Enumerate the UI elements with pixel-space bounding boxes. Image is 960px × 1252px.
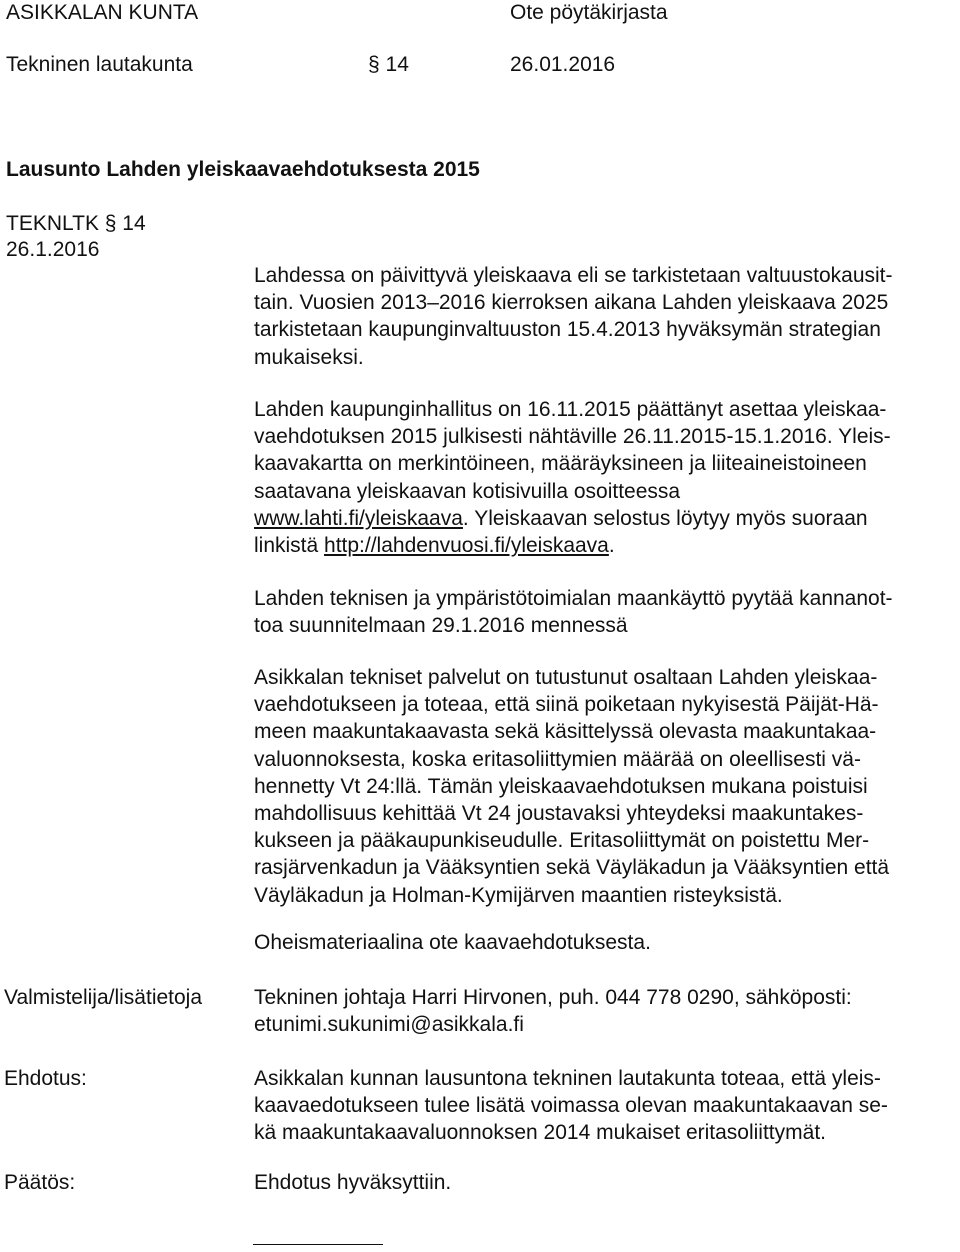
paragraph-request: Lahden teknisen ja ympäristötoimialan maankäyttö pyytää kannanot- toa suunnitelmaan 29.1.2016 mennessä (254, 587, 893, 638)
paragraph-public-display (254, 396, 954, 559)
board-name: Tekninen lautakunta (6, 53, 193, 76)
document-title: Lausunto Lahden yleiskaavaehdotuksesta 2015 (6, 158, 480, 181)
link-lahdenvuosi[interactable]: http://lahdenvuosi.fi/yleiskaava (324, 534, 609, 558)
preparer-label: Valmistelija/lisätietoja (4, 986, 203, 1009)
footer-rule (253, 1244, 383, 1245)
link-yleiskaava[interactable]: www.lahti.fi/yleiskaava (254, 506, 463, 530)
decision-label: Päätös: (4, 1171, 76, 1194)
paragraph-background: Lahdessa on päivittyvä yleiskaava eli se tarkistetaan valtuustokausit- tain. Vuosien 2013–2016 kierroksen aikana Lahden yleiskaava 2025 tarkistetaan kaupunginvaltuuston 15.4.2013 hyväksymän strategian mukaiseksi. (254, 264, 893, 369)
reference-date: 26.1.2016 (6, 238, 100, 261)
section-number: § 14 (368, 53, 409, 76)
paragraph-statement: Asikkalan tekniset palvelut on tutustunut osaltaan Lahden yleiskaa- vaehdotukseen ja toteaa, että siinä poiketaan nykyisestä Päijät-Hä- meen maakuntakaavasta sekä käsittelyssä olevasta maakuntakaa- valuonnoksesta, koska eritasoliittymien määrää on oleellisesti vä- hennetty Vt 24:llä. Tämän yleiskaavaehdotuksen mukana poistuisi mahdollisuus kehittää Vt 24 joustavaksi yhteydeksi maakuntakes- kukseen ja pääkaupunkiseudulle. Eritasoliittymät on poistettu Mer- rasjärvenkadun ja Vääksyntien sekä Väyläkadun ja Vääksyntien että Väyläkadun ja Holman-Kymijärven maantien risteyksistä. (254, 666, 890, 907)
reference-committee: TEKNLTK § 14 (6, 212, 146, 235)
preparer-text: Tekninen johtaja Harri Hirvonen, puh. 044 778 0290, sähköposti: etunimi.sukunimi@asikkala.fi (254, 986, 852, 1037)
municipality-name: ASIKKALAN KUNTA (6, 1, 199, 24)
paragraph-text: . Yleiskaavan selostus löytyy myös suoraan (462, 506, 868, 530)
document-type: Ote pöytäkirjasta (510, 1, 668, 24)
meeting-date: 26.01.2016 (510, 53, 616, 76)
decision-text: Ehdotus hyväksyttiin. (254, 1171, 452, 1194)
proposal-text: Asikkalan kunnan lausuntona tekninen lautakunta toteaa, että yleis- kaavaedotukseen tulee lisätä voimassa olevan maakuntakaavan se- kä maakuntakaavaluonnoksen 2014 mukaiset eritasoliittymät. (254, 1067, 888, 1145)
paragraph-text: . (608, 534, 615, 558)
paragraph-text: linkistä (254, 534, 325, 558)
paragraph-attachment: Oheismateriaalina ote kaavaehdotuksesta. (254, 931, 651, 954)
paragraph-text: Lahden kaupunginhallitus on 16.11.2015 päättänyt asettaa yleiskaa- vaehdotuksen 2015 julkisesti nähtäville 26.11.2015-15.1.2016. Yleis- kaavakartta on merkintöineen, määräyksineen ja liiteaineistoineen saatavana yleiskaavan kotisivuilla osoitteessa (254, 398, 891, 503)
proposal-label: Ehdotus: (4, 1067, 87, 1090)
